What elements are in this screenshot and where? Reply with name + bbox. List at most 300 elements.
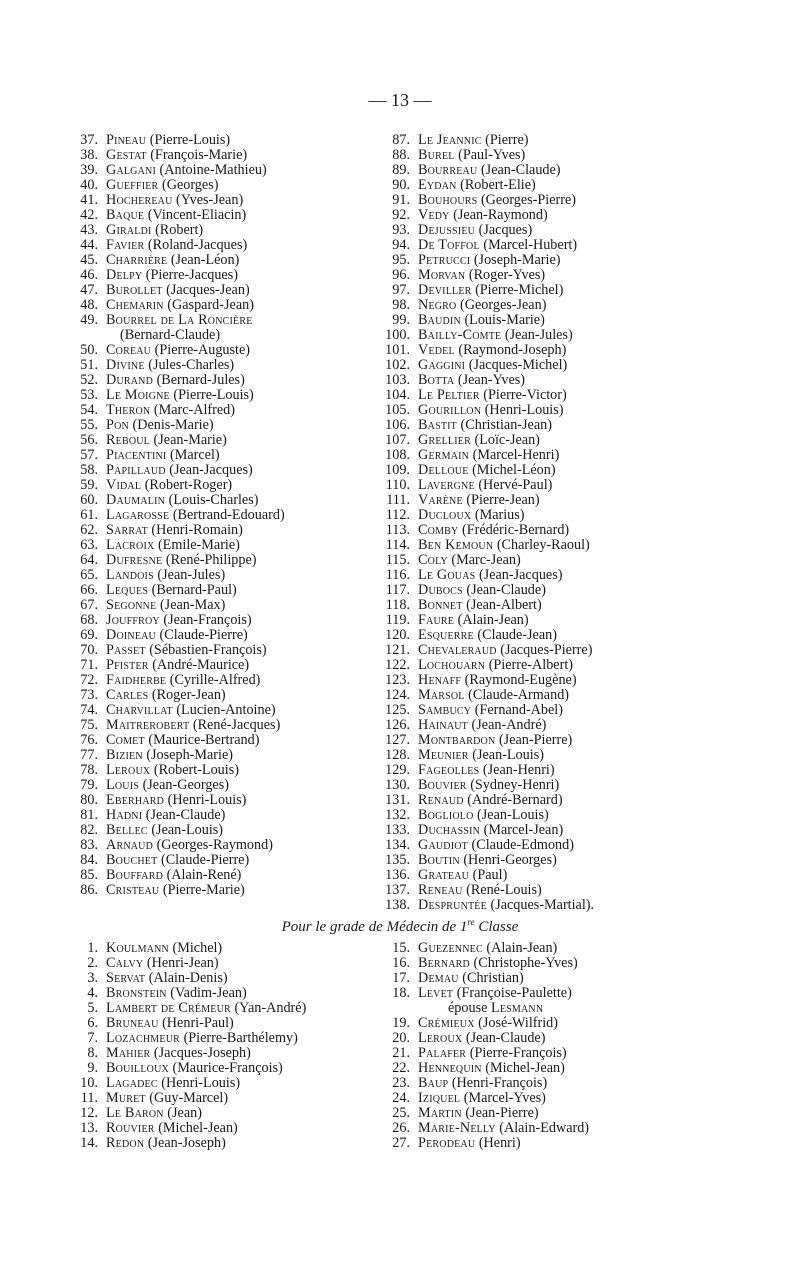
surname: Reneau bbox=[418, 882, 463, 898]
given-names: (Jean-Marie) bbox=[153, 432, 227, 448]
list-item-number: 53. bbox=[80, 387, 98, 403]
given-names: (Marcel-Hubert) bbox=[483, 237, 578, 253]
surname: Favier bbox=[106, 237, 145, 253]
list-item-number: 138. bbox=[385, 897, 410, 913]
given-names: (Guy-Marcel) bbox=[149, 1090, 229, 1106]
surname: Hochereau bbox=[106, 192, 173, 208]
list-item-number: 47. bbox=[80, 282, 98, 298]
given-names: (Vadim-Jean) bbox=[170, 985, 247, 1001]
surname: Sambucy bbox=[418, 702, 472, 718]
list-item-text bbox=[418, 253, 561, 268]
given-names: (Pierre) bbox=[485, 132, 529, 148]
list-item bbox=[68, 433, 285, 448]
given-names: (Joseph-Marie) bbox=[473, 252, 561, 268]
surname: Bronstein bbox=[106, 985, 167, 1001]
list-item bbox=[68, 1076, 306, 1091]
list-item bbox=[380, 613, 594, 628]
list-item-text bbox=[418, 433, 540, 448]
given-names: (Roland-Jacques) bbox=[147, 237, 248, 253]
list-item bbox=[380, 373, 594, 388]
surname: Leques bbox=[106, 582, 149, 598]
list-item-number: 2. bbox=[87, 955, 98, 971]
list-item-text bbox=[418, 358, 567, 373]
list-item-text bbox=[106, 763, 239, 778]
list-item bbox=[380, 1136, 589, 1151]
list-item-text bbox=[418, 956, 578, 971]
surname: Dubocs bbox=[418, 582, 463, 598]
list-item-text bbox=[106, 1046, 251, 1061]
given-names: (Marc-Jean) bbox=[451, 552, 521, 568]
list-item-number: 114. bbox=[385, 537, 410, 553]
surname: Perodeau bbox=[418, 1135, 476, 1151]
surname: Lavergne bbox=[418, 477, 475, 493]
list-item-text bbox=[418, 658, 573, 673]
list-item-number: 73. bbox=[80, 687, 98, 703]
list-item bbox=[380, 328, 594, 343]
list-item-number: 7. bbox=[87, 1030, 98, 1046]
list-item-text bbox=[418, 493, 540, 508]
list-item bbox=[68, 493, 285, 508]
list-item-text bbox=[106, 268, 238, 283]
given-names: (Christian) bbox=[462, 970, 524, 986]
given-names: (Michel-Léon) bbox=[472, 462, 556, 478]
given-names: (Georges-Raymond) bbox=[156, 837, 273, 853]
list-item bbox=[68, 956, 306, 971]
list-item bbox=[68, 971, 306, 986]
list-item bbox=[68, 733, 285, 748]
section-heading-text: Pour le grade de Médecin de 1 bbox=[281, 919, 468, 935]
list-item-text bbox=[418, 898, 594, 913]
list-item-number: 65. bbox=[80, 567, 98, 583]
list-item-number: 79. bbox=[80, 777, 98, 793]
list-item-number: 108. bbox=[385, 447, 410, 463]
list-item-text bbox=[106, 343, 250, 358]
given-names: (Gaspard-Jean) bbox=[167, 297, 254, 313]
list-item-text bbox=[418, 478, 552, 493]
list-item bbox=[380, 313, 594, 328]
list-item-number: 128. bbox=[385, 747, 410, 763]
list-item bbox=[380, 838, 594, 853]
surname: Duchassin bbox=[418, 822, 481, 838]
surname: Gaggini bbox=[418, 357, 466, 373]
list-item bbox=[68, 298, 285, 313]
list-item bbox=[68, 658, 285, 673]
list-item-text bbox=[418, 1061, 565, 1076]
list-item-number: 8. bbox=[87, 1045, 98, 1061]
given-names: (Raymond-Joseph) bbox=[458, 342, 567, 358]
list-item-number: 61. bbox=[80, 507, 98, 523]
list-item-number: 115. bbox=[385, 552, 410, 568]
given-names: (Jacques-Pierre) bbox=[500, 642, 593, 658]
given-names: (René-Philippe) bbox=[165, 552, 257, 568]
list-item bbox=[68, 193, 285, 208]
list-item-text bbox=[106, 986, 247, 1001]
given-names: (Bertrand-Edouard) bbox=[172, 507, 285, 523]
given-names: (Françoise-Paulette) bbox=[456, 985, 572, 1001]
surname: Passet bbox=[106, 642, 146, 658]
list-item-text bbox=[418, 508, 525, 523]
list-item-text bbox=[418, 298, 546, 313]
given-names: (Alain-René) bbox=[166, 867, 242, 883]
list-item-number: 66. bbox=[80, 582, 98, 598]
surname: Muret bbox=[106, 1090, 146, 1106]
list-item-number: 120. bbox=[385, 627, 410, 643]
list-item bbox=[68, 283, 285, 298]
surname: Guezennec bbox=[418, 940, 483, 956]
list-item-number: 78. bbox=[80, 762, 98, 778]
list-item-text bbox=[418, 883, 542, 898]
surname: Arnaud bbox=[106, 837, 154, 853]
list-item-text bbox=[106, 883, 245, 898]
given-names: (Jean) bbox=[167, 1105, 202, 1121]
list-item bbox=[380, 986, 589, 1016]
list-item bbox=[380, 253, 594, 268]
given-names: (René-Louis) bbox=[466, 882, 542, 898]
given-names: (Roger-Yves) bbox=[468, 267, 546, 283]
given-names: (Jean-Claude) bbox=[465, 1030, 546, 1046]
list-item-number: 117. bbox=[385, 582, 410, 598]
list-item-text bbox=[418, 403, 564, 418]
given-names: (Jacques-Michel) bbox=[468, 357, 568, 373]
list-item-number: 58. bbox=[80, 462, 98, 478]
list-item-text bbox=[106, 838, 273, 853]
surname: Charrière bbox=[106, 252, 168, 268]
list-item bbox=[68, 853, 285, 868]
list-item bbox=[68, 448, 285, 463]
given-names: (Alain-Jean) bbox=[486, 940, 558, 956]
section-heading-superscript: re bbox=[467, 917, 475, 927]
surname: Mahier bbox=[106, 1045, 151, 1061]
list-item bbox=[380, 478, 594, 493]
given-names: (Maurice-Bertrand) bbox=[148, 732, 260, 748]
given-names: (Pierre-Albert) bbox=[488, 657, 573, 673]
given-names: (Lucien-Antoine) bbox=[176, 702, 276, 718]
list-item bbox=[380, 763, 594, 778]
list-item bbox=[68, 1001, 306, 1016]
given-names: (Henri-Georges) bbox=[463, 852, 557, 868]
list-item bbox=[380, 808, 594, 823]
list-item-number: 57. bbox=[80, 447, 98, 463]
surname: Crémieux bbox=[418, 1015, 475, 1031]
given-names: (Claude-Pierre) bbox=[160, 852, 250, 868]
list-item bbox=[380, 283, 594, 298]
list-item bbox=[380, 208, 594, 223]
given-names: (Jacques-Joseph) bbox=[153, 1045, 251, 1061]
list-item-text bbox=[106, 718, 280, 733]
list-item-number: 42. bbox=[80, 207, 98, 223]
list-item-text bbox=[418, 1136, 521, 1151]
list-item bbox=[380, 343, 594, 358]
surname: Botta bbox=[418, 372, 455, 388]
list-item-number: 55. bbox=[80, 417, 98, 433]
list-item bbox=[68, 941, 306, 956]
list-item bbox=[68, 403, 285, 418]
given-names: (Pierre-Barthélemy) bbox=[183, 1030, 298, 1046]
surname: Galgani bbox=[106, 162, 156, 178]
list-item-text bbox=[106, 388, 254, 403]
list-item-number: 19. bbox=[392, 1015, 410, 1031]
given-names: (Bernard-Paul) bbox=[151, 582, 237, 598]
list-item bbox=[68, 1046, 306, 1061]
given-names: (Pierre-Auguste) bbox=[154, 342, 250, 358]
list-item-text bbox=[106, 493, 258, 508]
list-item bbox=[68, 793, 285, 808]
list-column-left bbox=[68, 133, 285, 898]
list-item-text bbox=[106, 1091, 228, 1106]
given-names: (Henri-Paul) bbox=[162, 1015, 234, 1031]
section-heading-tail: Classe bbox=[474, 919, 519, 935]
given-names: (Marcel-Yves) bbox=[463, 1090, 546, 1106]
list-item bbox=[380, 1061, 589, 1076]
given-names: (Jean-Raymond) bbox=[453, 207, 548, 223]
list-item bbox=[380, 463, 594, 478]
given-names: (Jean-Yves) bbox=[457, 372, 525, 388]
list-item-number: 74. bbox=[80, 702, 98, 718]
given-names: (Robert-Roger) bbox=[144, 477, 233, 493]
surname: Bastit bbox=[418, 417, 457, 433]
list-item-text bbox=[106, 583, 237, 598]
list-item bbox=[380, 898, 594, 913]
list-item-number: 99. bbox=[392, 312, 410, 328]
list-item bbox=[380, 403, 594, 418]
list-item-text bbox=[418, 1046, 567, 1061]
list-item-text bbox=[106, 478, 232, 493]
list-item-text bbox=[106, 1136, 226, 1151]
list-item bbox=[68, 883, 285, 898]
section-heading bbox=[0, 917, 800, 936]
list-item-number: 50. bbox=[80, 342, 98, 358]
list-item-text bbox=[106, 613, 252, 628]
surname: Durand bbox=[106, 372, 154, 388]
given-names: (Marc-Alfred) bbox=[153, 402, 235, 418]
given-names: (Henri-François) bbox=[451, 1075, 548, 1091]
surname: Redon bbox=[106, 1135, 145, 1151]
surname: Bourrel de La Roncière bbox=[106, 312, 253, 328]
list-item-number: 75. bbox=[80, 717, 98, 733]
given-names: (Louis-Marie) bbox=[464, 312, 545, 328]
list-item-number: 91. bbox=[392, 192, 410, 208]
surname: Bouchet bbox=[106, 852, 158, 868]
given-names: (Jacques-Martial). bbox=[490, 897, 595, 913]
given-names: (Marcel) bbox=[169, 447, 220, 463]
list-item-number: 15. bbox=[392, 940, 410, 956]
list-item bbox=[380, 223, 594, 238]
married-name-line bbox=[418, 1001, 572, 1016]
list-item-text bbox=[418, 313, 545, 328]
list-item bbox=[380, 133, 594, 148]
list-item-number: 100. bbox=[385, 327, 410, 343]
list-item-number: 132. bbox=[385, 807, 410, 823]
surname: Bourreau bbox=[418, 162, 478, 178]
list-item bbox=[380, 493, 594, 508]
list-item bbox=[380, 868, 594, 883]
list-item-number: 6. bbox=[87, 1015, 98, 1031]
surname: Jouffroy bbox=[106, 612, 160, 628]
list-item bbox=[68, 568, 285, 583]
list-item-number: 1. bbox=[87, 940, 98, 956]
list-item-text bbox=[106, 1031, 298, 1046]
given-names: (Claude-Jean) bbox=[477, 627, 557, 643]
surname: Pfister bbox=[106, 657, 149, 673]
list-item-number: 64. bbox=[80, 552, 98, 568]
list-item-number: 60. bbox=[80, 492, 98, 508]
list-item bbox=[380, 971, 589, 986]
surname: Gourillon bbox=[418, 402, 482, 418]
list-item bbox=[68, 1061, 306, 1076]
surname: Petrucci bbox=[418, 252, 471, 268]
page-number: — 13 — bbox=[368, 90, 432, 110]
list-item-number: 51. bbox=[80, 357, 98, 373]
given-names: (Jacques) bbox=[478, 222, 533, 238]
given-names: (Henri-Louis) bbox=[167, 792, 247, 808]
list-item bbox=[68, 1091, 306, 1106]
list-item-text bbox=[106, 598, 225, 613]
surname: Burollet bbox=[106, 282, 163, 298]
given-names: (Jean-Louis) bbox=[151, 822, 224, 838]
given-names: (Robert) bbox=[155, 222, 204, 238]
list-item-number: 43. bbox=[80, 222, 98, 238]
list-item-text bbox=[418, 178, 536, 193]
list-item-text bbox=[106, 643, 267, 658]
list-item-text bbox=[106, 553, 256, 568]
list-item-number: 52. bbox=[80, 372, 98, 388]
list-item-number: 13. bbox=[80, 1120, 98, 1136]
surname: Doineau bbox=[106, 627, 156, 643]
given-names: (Jean-Léon) bbox=[170, 252, 240, 268]
surname: Esquerre bbox=[418, 627, 474, 643]
list-item bbox=[68, 688, 285, 703]
list-item-text bbox=[418, 523, 569, 538]
list-item bbox=[68, 463, 285, 478]
given-names: (José-Wilfrid) bbox=[478, 1015, 558, 1031]
surname: Divine bbox=[106, 357, 145, 373]
section2-column-right bbox=[380, 941, 589, 1151]
surname: Maitrerobert bbox=[106, 717, 190, 733]
list-item-number: 92. bbox=[392, 207, 410, 223]
list-item-number: 49. bbox=[80, 312, 98, 328]
list-item-number: 45. bbox=[80, 252, 98, 268]
list-item-number: 22. bbox=[392, 1060, 410, 1076]
list-item-text bbox=[106, 1001, 306, 1016]
list-item-text bbox=[418, 628, 557, 643]
surname: Chemarin bbox=[106, 297, 164, 313]
list-item bbox=[380, 703, 594, 718]
surname: Sarrat bbox=[106, 522, 148, 538]
list-item-number: 118. bbox=[385, 597, 410, 613]
list-item bbox=[68, 748, 285, 763]
list-item-number: 116. bbox=[385, 567, 410, 583]
list-item-number: 112. bbox=[385, 507, 410, 523]
list-item-number: 71. bbox=[80, 657, 98, 673]
given-names: (Claude-Armand) bbox=[468, 687, 570, 703]
list-item bbox=[68, 598, 285, 613]
list-item bbox=[68, 478, 285, 493]
list-item-text bbox=[418, 1121, 589, 1136]
list-item-number: 88. bbox=[392, 147, 410, 163]
given-names: (Jean-Georges) bbox=[142, 777, 229, 793]
list-item-text bbox=[418, 808, 549, 823]
list-item-number: 104. bbox=[385, 387, 410, 403]
list-item-text bbox=[418, 643, 592, 658]
surname: Leroux bbox=[106, 762, 151, 778]
given-names: (Henri-Jean) bbox=[146, 955, 219, 971]
list-item-number: 37. bbox=[80, 132, 98, 148]
list-item-number: 87. bbox=[392, 132, 410, 148]
surname: Comet bbox=[106, 732, 145, 748]
surname: Rouvier bbox=[106, 1120, 155, 1136]
surname: Hadni bbox=[106, 807, 143, 823]
given-names: (Jacques-Jean) bbox=[166, 282, 250, 298]
surname: Vidal bbox=[106, 477, 142, 493]
list-item bbox=[380, 238, 594, 253]
list-item-text bbox=[418, 853, 557, 868]
list-item-text bbox=[418, 373, 525, 388]
list-item-number: 136. bbox=[385, 867, 410, 883]
list-item-text bbox=[418, 193, 576, 208]
list-item-text bbox=[106, 748, 233, 763]
list-item-number: 93. bbox=[392, 222, 410, 238]
list-item-number: 106. bbox=[385, 417, 410, 433]
given-names: (Frédéric-Bernard) bbox=[462, 522, 570, 538]
given-names: (Marcel-Jean) bbox=[483, 822, 564, 838]
given-names: (Jean-Claude) bbox=[480, 162, 561, 178]
list-item-number: 90. bbox=[392, 177, 410, 193]
list-item-text bbox=[418, 748, 544, 763]
list-item-number: 113. bbox=[385, 522, 410, 538]
list-item-number: 98. bbox=[392, 297, 410, 313]
list-item bbox=[380, 358, 594, 373]
list-item bbox=[380, 538, 594, 553]
surname: Baudin bbox=[418, 312, 461, 328]
surname: Baque bbox=[106, 207, 145, 223]
given-names: (Joseph-Marie) bbox=[146, 747, 233, 763]
surname: Bogliolo bbox=[418, 807, 474, 823]
list-item-text bbox=[418, 328, 573, 343]
given-names: (Pierre-Marie) bbox=[162, 882, 245, 898]
list-item-text bbox=[418, 823, 563, 838]
given-names: (Pierre-François) bbox=[469, 1045, 567, 1061]
list-item-number: 38. bbox=[80, 147, 98, 163]
list-item-text bbox=[106, 688, 226, 703]
surname: De Toffol bbox=[418, 237, 480, 253]
given-names: (Pierre-Louis) bbox=[173, 387, 254, 403]
list-item bbox=[68, 343, 285, 358]
surname: Lochouarn bbox=[418, 657, 486, 673]
given-names: (Jean-Claude) bbox=[145, 807, 226, 823]
list-item-text bbox=[418, 148, 525, 163]
list-item bbox=[380, 941, 589, 956]
surname: Bouilloux bbox=[106, 1060, 169, 1076]
list-item-number: 70. bbox=[80, 642, 98, 658]
list-item-text bbox=[418, 1091, 546, 1106]
list-item bbox=[380, 778, 594, 793]
surname: Meunier bbox=[418, 747, 469, 763]
surname: Burel bbox=[418, 147, 455, 163]
surname: Le Moigne bbox=[106, 387, 170, 403]
list-item-number: 40. bbox=[80, 177, 98, 193]
list-item bbox=[68, 1121, 306, 1136]
list-item-number: 9. bbox=[87, 1060, 98, 1076]
list-item bbox=[68, 1106, 306, 1121]
given-names: (Michel-Jean) bbox=[158, 1120, 238, 1136]
list-item-number: 89. bbox=[392, 162, 410, 178]
list-item-number: 59. bbox=[80, 477, 98, 493]
list-item bbox=[380, 628, 594, 643]
list-item bbox=[380, 718, 594, 733]
given-names: (André-Maurice) bbox=[152, 657, 250, 673]
surname: Marsol bbox=[418, 687, 465, 703]
surname: Calvy bbox=[106, 955, 144, 971]
